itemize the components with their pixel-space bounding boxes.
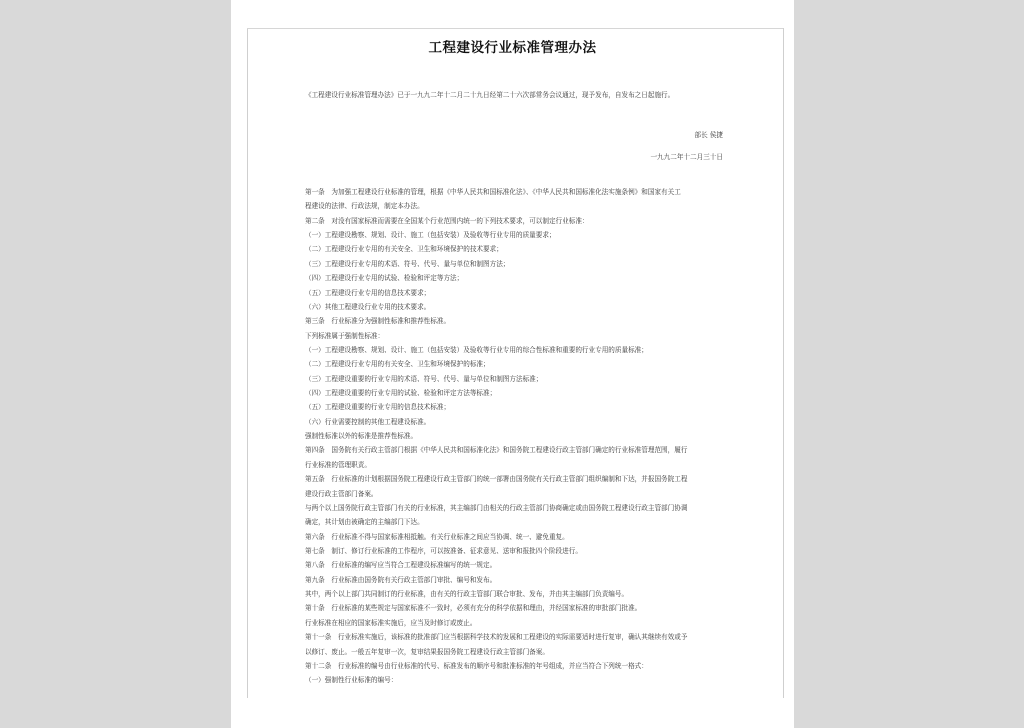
body-line: 第十一条 行业标准实施后，该标准的批准部门应当根据科学技术的发展和工程建设的实际需要适时进行复审，确认其继续有效或予 [305,633,688,642]
body-line: （三）工程建设行业专用的术语、符号、代号、量与单位和制图方法； [305,259,510,268]
body-line: 程建设的法律、行政法规，制定本办法。 [305,202,424,211]
signature-name: 部长 侯捷 [694,131,723,139]
body-line: （三）工程建设重要的行业专用的术语、符号、代号、量与单位和制图方法标准； [305,374,543,383]
top-margin-line [247,28,783,29]
document-body [305,185,725,688]
body-line: 第十二条 行业标准的编号由行业标准的代号、标准发布的顺序号和批准标准的年号组成，并应当符合下列统一格式： [305,661,648,670]
document-page [231,0,794,728]
body-line: 建设行政主管部门备案。 [305,489,378,498]
right-margin-line [783,28,784,698]
body-line: 行业标准在相应的国家标准实施后，应当及时修订或废止。 [305,618,477,627]
body-line: 其中，两个以上部门共同制订的行业标准，由有关的行政主管部门联合审批、发布，并由其主编部门负责编号。 [305,590,629,599]
body-line: （五）工程建设重要的行业专用的信息技术标准； [305,403,451,412]
body-line: 第三条 行业标准分为强制性标准和推荐性标准。 [305,317,451,326]
body-line: （一）工程建设勘察、规划、设计、施工（包括安装）及验收等行业专用的综合性标准和重要的行业专用的质量标准； [305,345,648,354]
body-line: 第八条 行业标准的编写应当符合工程建设标准编写的统一规定。 [305,561,497,570]
body-line: 第七条 制订、修订行业标准的工作程序，可以按准备、征求意见、送审和报批四个阶段进行。 [305,546,582,555]
body-line: 第六条 行业标准不得与国家标准相抵触。有关行业标准之间应当协调、统一、避免重复。 [305,532,569,541]
body-line: 确定，其计划由被确定的主编部门下达。 [305,518,424,527]
body-line: （五）工程建设行业专用的信息技术要求； [305,288,431,297]
body-line: 第十条 行业标准的某些规定与国家标准不一致时，必须有充分的科学依据和理由，并经国家标准的审批部门批准。 [305,604,642,613]
body-line: （四）工程建设重要的行业专用的试验、检验和评定方法等标准； [305,389,497,398]
body-line: 下列标准属于强制性标准： [305,331,385,340]
body-line: 第一条 为加强工程建设行业标准的管理，根据《中华人民共和国标准化法》、《中华人民共和国标准化法实施条例》和国家有关工 [305,188,681,196]
body-line: （二）工程建设行业专用的有关安全、卫生和环境保护的标准； [305,360,490,369]
body-line: （二）工程建设行业专用的有关安全、卫生和环境保护的技术要求； [305,245,503,254]
body-line: 行业标准的管理职责。 [305,460,371,469]
body-line: （四）工程建设行业专用的试验、检验和评定等方法； [305,274,464,283]
body-line: （一）强制性行业标准的编号： [305,676,398,685]
body-line: 第九条 行业标准由国务院有关行政主管部门审批、编号和发布。 [305,575,497,584]
left-margin-line [247,28,248,698]
body-line: 强制性标准以外的标准是推荐性标准。 [305,432,418,441]
signature-date: 一九九二年十二月三十日 [650,153,723,161]
body-line: 第二条 对没有国家标准而需要在全国某个行业范围内统一的下列技术要求，可以制定行业标准： [305,216,589,225]
body-line: （六）行业需要控制的其他工程建设标准。 [305,417,431,426]
intro-paragraph: 《工程建设行业标准管理办法》已于一九九二年十二月二十九日经第二十六次部常务会议通过，现予发布，自发布之日起施行。 [305,91,675,99]
body-line: （六）其他工程建设行业专用的技术要求。 [305,302,431,311]
body-line: 与两个以上国务院行政主管部门有关的行业标准，其主编部门由相关的行政主管部门协商确定或由国务院工程建设行政主管部门协调 [305,503,688,512]
body-line: （一）工程建设勘察、规划、设计、施工（包括安装）及验收等行业专用的质量要求； [305,231,556,240]
body-line: 第四条 国务院有关行政主管部门根据《中华人民共和国标准化法》和国务院工程建设行政主管部门确定的行业标准管理范围，履行 [305,446,688,455]
document-title: 工程建设行业标准管理办法 [428,40,597,56]
body-line: 第五条 行业标准的计划根据国务院工程建设行政主管部门的统一部署由国务院有关行政主管部门组织编制和下达，并报国务院工程 [305,475,688,484]
body-line: 以修订、废止。一般五年复审一次，复审结果报国务院工程建设行政主管部门备案。 [305,647,549,656]
